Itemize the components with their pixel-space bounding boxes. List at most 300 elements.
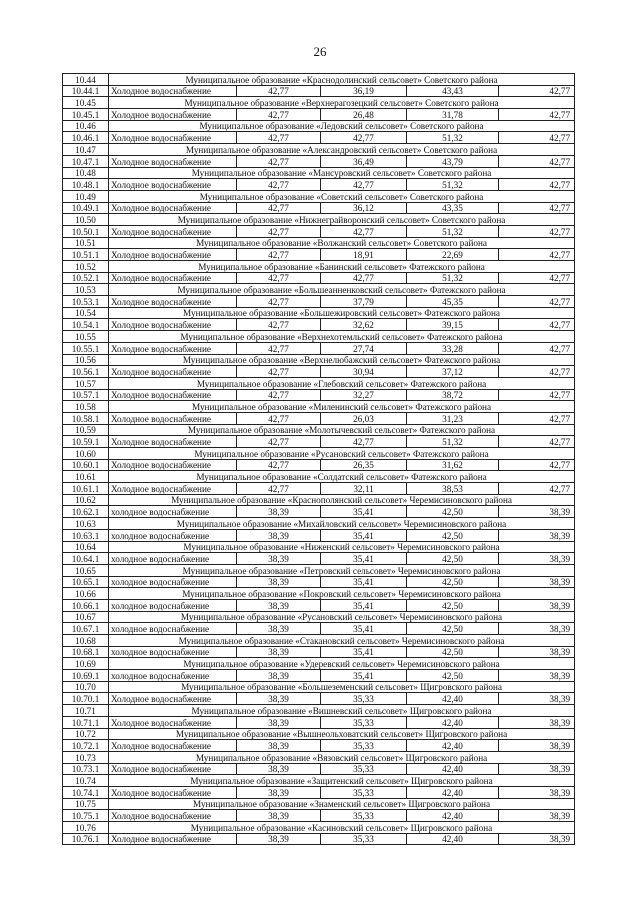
section-header-row bbox=[63, 401, 575, 413]
section-header-row bbox=[63, 214, 575, 226]
section-header-row bbox=[63, 541, 575, 553]
table-row bbox=[63, 85, 575, 97]
row-code: 10.66.1 bbox=[63, 599, 109, 611]
tariff-value-2: 35,33 bbox=[321, 693, 407, 705]
tariff-value-4: 38,39 bbox=[499, 553, 575, 565]
tariff-value-2: 26,03 bbox=[321, 412, 407, 424]
table-row bbox=[63, 436, 575, 448]
tariff-value-2: 35,33 bbox=[321, 740, 407, 752]
row-code: 10.75.1 bbox=[63, 810, 109, 822]
tariff-value-2: 32,27 bbox=[321, 389, 407, 401]
section-header-row bbox=[63, 681, 575, 693]
section-code: 10.56 bbox=[63, 354, 109, 366]
tariff-value-1: 38,39 bbox=[237, 716, 321, 728]
table-row bbox=[63, 272, 575, 284]
tariff-value-3: 37,12 bbox=[407, 366, 499, 378]
row-code: 10.51.1 bbox=[63, 249, 109, 261]
table-row bbox=[63, 483, 575, 495]
tariff-value-2: 35,33 bbox=[321, 810, 407, 822]
row-code: 10.47.1 bbox=[63, 155, 109, 167]
tariff-value-4: 42,77 bbox=[499, 132, 575, 144]
section-title: Муниципальное образование «Волжанский сельсовет» Советского района bbox=[109, 237, 575, 249]
service-name: холодное водоснабжение bbox=[109, 506, 237, 518]
table-row bbox=[63, 740, 575, 752]
row-code: 10.68.1 bbox=[63, 646, 109, 658]
row-code: 10.57.1 bbox=[63, 389, 109, 401]
service-name: Холодное водоснабжение bbox=[109, 179, 237, 191]
tariff-value-3: 51,32 bbox=[407, 179, 499, 191]
tariff-value-3: 42,40 bbox=[407, 716, 499, 728]
tariff-value-3: 42,50 bbox=[407, 646, 499, 658]
section-code: 10.76 bbox=[63, 822, 109, 834]
section-header-row bbox=[63, 471, 575, 483]
row-code: 10.54.1 bbox=[63, 319, 109, 331]
tariff-value-3: 42,40 bbox=[407, 786, 499, 798]
section-header-row bbox=[63, 377, 575, 389]
tariff-value-4: 38,39 bbox=[499, 670, 575, 682]
section-header-row bbox=[63, 728, 575, 740]
page-number: 26 bbox=[313, 44, 327, 59]
tariff-value-3: 42,50 bbox=[407, 529, 499, 541]
table-row bbox=[63, 366, 575, 378]
tariff-value-4: 42,77 bbox=[499, 179, 575, 191]
service-name: Холодное водоснабжение bbox=[109, 342, 237, 354]
service-name: Холодное водоснабжение bbox=[109, 763, 237, 775]
service-name: Холодное водоснабжение bbox=[109, 786, 237, 798]
tariff-value-1: 38,39 bbox=[237, 786, 321, 798]
section-header-row bbox=[63, 798, 575, 810]
table-row bbox=[63, 202, 575, 214]
tariff-value-2: 35,41 bbox=[321, 506, 407, 518]
tariff-value-2: 35,41 bbox=[321, 553, 407, 565]
section-title: Муниципальное образование «Петровский сельсовет» Черемисиновского района bbox=[109, 564, 575, 576]
service-name: Холодное водоснабжение bbox=[109, 225, 237, 237]
tariff-value-1: 38,39 bbox=[237, 599, 321, 611]
tariff-value-2: 36,12 bbox=[321, 202, 407, 214]
tariff-value-3: 42,40 bbox=[407, 833, 499, 845]
section-header-row bbox=[63, 658, 575, 670]
row-code: 10.49.1 bbox=[63, 202, 109, 214]
section-header-row bbox=[63, 354, 575, 366]
tariff-value-4: 38,39 bbox=[499, 506, 575, 518]
tariff-value-4: 38,39 bbox=[499, 529, 575, 541]
tariff-value-2: 35,33 bbox=[321, 786, 407, 798]
row-code: 10.76.1 bbox=[63, 833, 109, 845]
service-name: Холодное водоснабжение bbox=[109, 412, 237, 424]
tariff-value-4: 38,39 bbox=[499, 833, 575, 845]
section-header-row bbox=[63, 144, 575, 156]
tariff-value-3: 43,43 bbox=[407, 85, 499, 97]
service-name: Холодное водоснабжение bbox=[109, 202, 237, 214]
tariff-value-1: 38,39 bbox=[237, 646, 321, 658]
section-header-row bbox=[63, 190, 575, 202]
table-row bbox=[63, 109, 575, 121]
table-row bbox=[63, 646, 575, 658]
service-name: холодное водоснабжение bbox=[109, 529, 237, 541]
service-name: Холодное водоснабжение bbox=[109, 483, 237, 495]
service-name: Холодное водоснабжение bbox=[109, 833, 237, 845]
section-title: Муниципальное образование «Вишневский сельсовет» Щигровского района bbox=[109, 705, 575, 717]
tariff-value-4: 38,39 bbox=[499, 623, 575, 635]
section-header-row bbox=[63, 611, 575, 623]
table-row bbox=[63, 716, 575, 728]
tariff-value-3: 31,62 bbox=[407, 459, 499, 471]
tariff-table bbox=[62, 73, 575, 845]
tariff-value-2: 32,11 bbox=[321, 483, 407, 495]
section-title: Муниципальное образование «Большеземенский сельсовет» Щигровского района bbox=[109, 681, 575, 693]
section-code: 10.74 bbox=[63, 775, 109, 787]
section-header-row bbox=[63, 167, 575, 179]
tariff-value-1: 42,77 bbox=[237, 109, 321, 121]
section-header-row bbox=[63, 307, 575, 319]
table-row bbox=[63, 693, 575, 705]
row-code: 10.74.1 bbox=[63, 786, 109, 798]
section-code: 10.71 bbox=[63, 705, 109, 717]
section-code: 10.66 bbox=[63, 588, 109, 600]
section-code: 10.75 bbox=[63, 798, 109, 810]
tariff-value-2: 26,35 bbox=[321, 459, 407, 471]
tariff-value-3: 39,15 bbox=[407, 319, 499, 331]
tariff-value-1: 42,77 bbox=[237, 249, 321, 261]
tariff-value-2: 35,41 bbox=[321, 576, 407, 588]
row-code: 10.58.1 bbox=[63, 412, 109, 424]
section-header-row bbox=[63, 564, 575, 576]
tariff-value-1: 38,39 bbox=[237, 740, 321, 752]
section-title: Муниципальное образование «Защитенский сельсовет» Щигровского района bbox=[109, 775, 575, 787]
tariff-value-4: 42,77 bbox=[499, 412, 575, 424]
section-title: Муниципальное образование «Покровский сельсовет» Черемисиновского района bbox=[109, 588, 575, 600]
row-code: 10.59.1 bbox=[63, 436, 109, 448]
tariff-value-3: 42,40 bbox=[407, 763, 499, 775]
table-row bbox=[63, 459, 575, 471]
section-code: 10.59 bbox=[63, 424, 109, 436]
section-code: 10.64 bbox=[63, 541, 109, 553]
table-row bbox=[63, 670, 575, 682]
tariff-value-4: 42,77 bbox=[499, 109, 575, 121]
row-code: 10.65.1 bbox=[63, 576, 109, 588]
service-name: холодное водоснабжение bbox=[109, 576, 237, 588]
section-header-row bbox=[63, 705, 575, 717]
table-row bbox=[63, 296, 575, 308]
row-code: 10.50.1 bbox=[63, 225, 109, 237]
section-code: 10.70 bbox=[63, 681, 109, 693]
section-code: 10.62 bbox=[63, 494, 109, 506]
service-name: Холодное водоснабжение bbox=[109, 85, 237, 97]
tariff-value-3: 42,50 bbox=[407, 576, 499, 588]
tariff-value-1: 38,39 bbox=[237, 529, 321, 541]
service-name: Холодное водоснабжение bbox=[109, 319, 237, 331]
tariff-value-4: 38,39 bbox=[499, 646, 575, 658]
row-code: 10.72.1 bbox=[63, 740, 109, 752]
table-row bbox=[63, 342, 575, 354]
tariff-value-4: 38,39 bbox=[499, 693, 575, 705]
row-code: 10.62.1 bbox=[63, 506, 109, 518]
service-name: Холодное водоснабжение bbox=[109, 459, 237, 471]
tariff-value-1: 42,77 bbox=[237, 366, 321, 378]
section-header-row bbox=[63, 331, 575, 343]
tariff-value-4: 42,77 bbox=[499, 225, 575, 237]
tariff-value-2: 42,77 bbox=[321, 132, 407, 144]
section-code: 10.73 bbox=[63, 751, 109, 763]
service-name: Холодное водоснабжение bbox=[109, 155, 237, 167]
section-title: Муниципальное образование «Солдатский сельсовет» Фатежского района bbox=[109, 471, 575, 483]
section-title: Муниципальное образование «Стакановский сельсовет» Черемисиновского района bbox=[109, 635, 575, 647]
tariff-value-1: 38,39 bbox=[237, 763, 321, 775]
tariff-value-2: 42,77 bbox=[321, 436, 407, 448]
section-header-row bbox=[63, 261, 575, 273]
section-code: 10.50 bbox=[63, 214, 109, 226]
tariff-value-1: 38,39 bbox=[237, 506, 321, 518]
section-code: 10.60 bbox=[63, 448, 109, 460]
section-title: Муниципальное образование «Молотычевский сельсовет» Фатежского района bbox=[109, 424, 575, 436]
tariff-value-2: 35,41 bbox=[321, 623, 407, 635]
tariff-value-4: 38,39 bbox=[499, 740, 575, 752]
section-title: Муниципальное образование «Глебовский сельсовет» Фатежского района bbox=[109, 377, 575, 389]
service-name: Холодное водоснабжение bbox=[109, 249, 237, 261]
section-code: 10.63 bbox=[63, 518, 109, 530]
tariff-value-2: 35,33 bbox=[321, 833, 407, 845]
row-code: 10.61.1 bbox=[63, 483, 109, 495]
section-title: Муниципальное образование «Касиновский сельсовет» Щигровского района bbox=[109, 822, 575, 834]
section-header-row bbox=[63, 448, 575, 460]
tariff-value-2: 18,91 bbox=[321, 249, 407, 261]
row-code: 10.67.1 bbox=[63, 623, 109, 635]
service-name: Холодное водоснабжение bbox=[109, 740, 237, 752]
tariff-value-4: 42,77 bbox=[499, 389, 575, 401]
tariff-value-2: 42,77 bbox=[321, 179, 407, 191]
section-title: Муниципальное образование «Верхнехотемльский сельсовет» Фатежского района bbox=[109, 331, 575, 343]
row-code: 10.63.1 bbox=[63, 529, 109, 541]
service-name: холодное водоснабжение bbox=[109, 646, 237, 658]
section-title: Муниципальное образование «Михайловский сельсовет» Черемисиновского района bbox=[109, 518, 575, 530]
section-title: Муниципальное образование «Вязовский сельсовет» Щигровского района bbox=[109, 751, 575, 763]
tariff-value-2: 36,49 bbox=[321, 155, 407, 167]
section-title: Муниципальное образование «Русановский сельсовет» Черемисиновского района bbox=[109, 611, 575, 623]
service-name: холодное водоснабжение bbox=[109, 553, 237, 565]
row-code: 10.52.1 bbox=[63, 272, 109, 284]
tariff-value-2: 27,74 bbox=[321, 342, 407, 354]
section-code: 10.48 bbox=[63, 167, 109, 179]
tariff-value-1: 42,77 bbox=[237, 319, 321, 331]
service-name: холодное водоснабжение bbox=[109, 623, 237, 635]
tariff-value-3: 42,50 bbox=[407, 623, 499, 635]
row-code: 10.64.1 bbox=[63, 553, 109, 565]
tariff-value-4: 42,77 bbox=[499, 436, 575, 448]
service-name: Холодное водоснабжение bbox=[109, 436, 237, 448]
section-code: 10.47 bbox=[63, 144, 109, 156]
tariff-value-1: 42,77 bbox=[237, 155, 321, 167]
service-name: Холодное водоснабжение bbox=[109, 272, 237, 284]
tariff-value-3: 42,40 bbox=[407, 810, 499, 822]
tariff-value-2: 36,19 bbox=[321, 85, 407, 97]
tariff-value-1: 42,77 bbox=[237, 459, 321, 471]
table-row bbox=[63, 506, 575, 518]
tariff-value-3: 42,50 bbox=[407, 670, 499, 682]
section-header-row bbox=[63, 494, 575, 506]
section-code: 10.65 bbox=[63, 564, 109, 576]
row-code: 10.48.1 bbox=[63, 179, 109, 191]
section-code: 10.69 bbox=[63, 658, 109, 670]
row-code: 10.69.1 bbox=[63, 670, 109, 682]
tariff-value-1: 38,39 bbox=[237, 693, 321, 705]
tariff-value-1: 42,77 bbox=[237, 85, 321, 97]
section-title: Муниципальное образование «Удеревский сельсовет» Черемисиновского района bbox=[109, 658, 575, 670]
table-row bbox=[63, 319, 575, 331]
table-row bbox=[63, 623, 575, 635]
section-title: Муниципальное образование «Ледовский сельсовет» Советского района bbox=[109, 120, 575, 132]
section-title: Муниципальное образование «Вышнеольховатский сельсовет» Щигровского района bbox=[109, 728, 575, 740]
section-header-row bbox=[63, 74, 575, 86]
section-title: Муниципальное образование «Нижнеграйворонский сельсовет» Советского района bbox=[109, 214, 575, 226]
table-row bbox=[63, 786, 575, 798]
tariff-value-3: 38,72 bbox=[407, 389, 499, 401]
tariff-value-3: 31,23 bbox=[407, 412, 499, 424]
tariff-value-1: 42,77 bbox=[237, 412, 321, 424]
section-code: 10.58 bbox=[63, 401, 109, 413]
section-code: 10.68 bbox=[63, 635, 109, 647]
tariff-value-2: 32,62 bbox=[321, 319, 407, 331]
section-code: 10.67 bbox=[63, 611, 109, 623]
tariff-value-3: 51,32 bbox=[407, 132, 499, 144]
row-code: 10.56.1 bbox=[63, 366, 109, 378]
section-code: 10.44 bbox=[63, 74, 109, 86]
tariff-value-2: 35,41 bbox=[321, 529, 407, 541]
section-title: Муниципальное образование «Русановский сельсовет» Фатежского района bbox=[109, 448, 575, 460]
row-code: 10.73.1 bbox=[63, 763, 109, 775]
table-row bbox=[63, 763, 575, 775]
section-title: Муниципальное образование «Александровский сельсовет» Советского района bbox=[109, 144, 575, 156]
section-code: 10.52 bbox=[63, 261, 109, 273]
section-header-row bbox=[63, 588, 575, 600]
row-code: 10.55.1 bbox=[63, 342, 109, 354]
tariff-value-4: 42,77 bbox=[499, 342, 575, 354]
tariff-value-1: 38,39 bbox=[237, 810, 321, 822]
section-title: Муниципальное образование «Большеанненковский сельсовет» Фатежского района bbox=[109, 284, 575, 296]
table-row bbox=[63, 833, 575, 845]
tariff-value-1: 38,39 bbox=[237, 553, 321, 565]
tariff-value-2: 30,94 bbox=[321, 366, 407, 378]
tariff-value-1: 42,77 bbox=[237, 132, 321, 144]
tariff-value-3: 42,40 bbox=[407, 693, 499, 705]
section-header-row bbox=[63, 120, 575, 132]
tariff-value-2: 35,33 bbox=[321, 716, 407, 728]
table-row bbox=[63, 225, 575, 237]
tariff-value-2: 35,41 bbox=[321, 599, 407, 611]
tariff-value-3: 22,69 bbox=[407, 249, 499, 261]
tariff-value-2: 26,48 bbox=[321, 109, 407, 121]
section-code: 10.57 bbox=[63, 377, 109, 389]
tariff-value-2: 35,41 bbox=[321, 670, 407, 682]
table-row bbox=[63, 132, 575, 144]
section-code: 10.55 bbox=[63, 331, 109, 343]
section-header-row bbox=[63, 775, 575, 787]
service-name: Холодное водоснабжение bbox=[109, 366, 237, 378]
tariff-value-2: 37,79 bbox=[321, 296, 407, 308]
tariff-value-4: 38,39 bbox=[499, 599, 575, 611]
tariff-value-1: 42,77 bbox=[237, 202, 321, 214]
section-header-row bbox=[63, 97, 575, 109]
tariff-value-1: 38,39 bbox=[237, 576, 321, 588]
tariff-value-3: 42,50 bbox=[407, 506, 499, 518]
section-code: 10.46 bbox=[63, 120, 109, 132]
service-name: Холодное водоснабжение bbox=[109, 132, 237, 144]
table-row bbox=[63, 249, 575, 261]
tariff-value-3: 42,50 bbox=[407, 553, 499, 565]
section-title: Муниципальное образование «Краснополянский сельсовет» Черемисиновского района bbox=[109, 494, 575, 506]
tariff-value-4: 38,39 bbox=[499, 786, 575, 798]
section-code: 10.45 bbox=[63, 97, 109, 109]
tariff-value-3: 42,40 bbox=[407, 740, 499, 752]
tariff-value-4: 42,77 bbox=[499, 459, 575, 471]
table-row bbox=[63, 553, 575, 565]
tariff-value-2: 35,41 bbox=[321, 646, 407, 658]
service-name: холодное водоснабжение bbox=[109, 599, 237, 611]
tariff-value-4: 38,39 bbox=[499, 716, 575, 728]
row-code: 10.46.1 bbox=[63, 132, 109, 144]
service-name: Холодное водоснабжение bbox=[109, 810, 237, 822]
table-row bbox=[63, 810, 575, 822]
tariff-value-4: 42,77 bbox=[499, 202, 575, 214]
tariff-value-1: 42,77 bbox=[237, 272, 321, 284]
table-row bbox=[63, 412, 575, 424]
tariff-value-3: 38,53 bbox=[407, 483, 499, 495]
tariff-value-3: 43,35 bbox=[407, 202, 499, 214]
tariff-value-1: 42,77 bbox=[237, 342, 321, 354]
section-header-row bbox=[63, 635, 575, 647]
section-title: Муниципальное образование «Банинский сельсовет» Фатежского района bbox=[109, 261, 575, 273]
section-title: Муниципальное образование «Верхнерагозецкий сельсовет» Советского района bbox=[109, 97, 575, 109]
row-code: 10.70.1 bbox=[63, 693, 109, 705]
service-name: Холодное водоснабжение bbox=[109, 109, 237, 121]
tariff-value-4: 42,77 bbox=[499, 483, 575, 495]
section-header-row bbox=[63, 751, 575, 763]
row-code: 10.71.1 bbox=[63, 716, 109, 728]
table-row bbox=[63, 599, 575, 611]
section-title: Муниципальное образование «Советский сельсовет» Советского района bbox=[109, 190, 575, 202]
section-title: Муниципальное образование «Мансуровский сельсовет» Советского района bbox=[109, 167, 575, 179]
section-code: 10.72 bbox=[63, 728, 109, 740]
section-header-row bbox=[63, 284, 575, 296]
tariff-table-body bbox=[63, 74, 575, 845]
tariff-value-1: 38,39 bbox=[237, 833, 321, 845]
tariff-value-4: 42,77 bbox=[499, 319, 575, 331]
tariff-value-1: 42,77 bbox=[237, 436, 321, 448]
service-name: Холодное водоснабжение bbox=[109, 716, 237, 728]
tariff-value-1: 42,77 bbox=[237, 296, 321, 308]
tariff-value-3: 31,78 bbox=[407, 109, 499, 121]
table-row bbox=[63, 155, 575, 167]
tariff-value-4: 42,77 bbox=[499, 272, 575, 284]
section-code: 10.53 bbox=[63, 284, 109, 296]
section-header-row bbox=[63, 424, 575, 436]
section-header-row bbox=[63, 237, 575, 249]
row-code: 10.45.1 bbox=[63, 109, 109, 121]
section-title: Муниципальное образование «Ниженский сельсовет» Черемисиновского района bbox=[109, 541, 575, 553]
tariff-value-3: 51,32 bbox=[407, 272, 499, 284]
tariff-value-4: 42,77 bbox=[499, 249, 575, 261]
tariff-value-1: 42,77 bbox=[237, 225, 321, 237]
section-title: Муниципальное образование «Миленинский сельсовет» Фатежского района bbox=[109, 401, 575, 413]
tariff-value-4: 42,77 bbox=[499, 296, 575, 308]
tariff-value-4: 38,39 bbox=[499, 810, 575, 822]
service-name: Холодное водоснабжение bbox=[109, 296, 237, 308]
tariff-value-1: 42,77 bbox=[237, 179, 321, 191]
tariff-value-3: 42,50 bbox=[407, 599, 499, 611]
section-title: Муниципальное образование «Краснодолинский сельсовет» Советского района bbox=[109, 74, 575, 86]
tariff-value-3: 45,35 bbox=[407, 296, 499, 308]
section-code: 10.61 bbox=[63, 471, 109, 483]
tariff-value-4: 42,77 bbox=[499, 155, 575, 167]
